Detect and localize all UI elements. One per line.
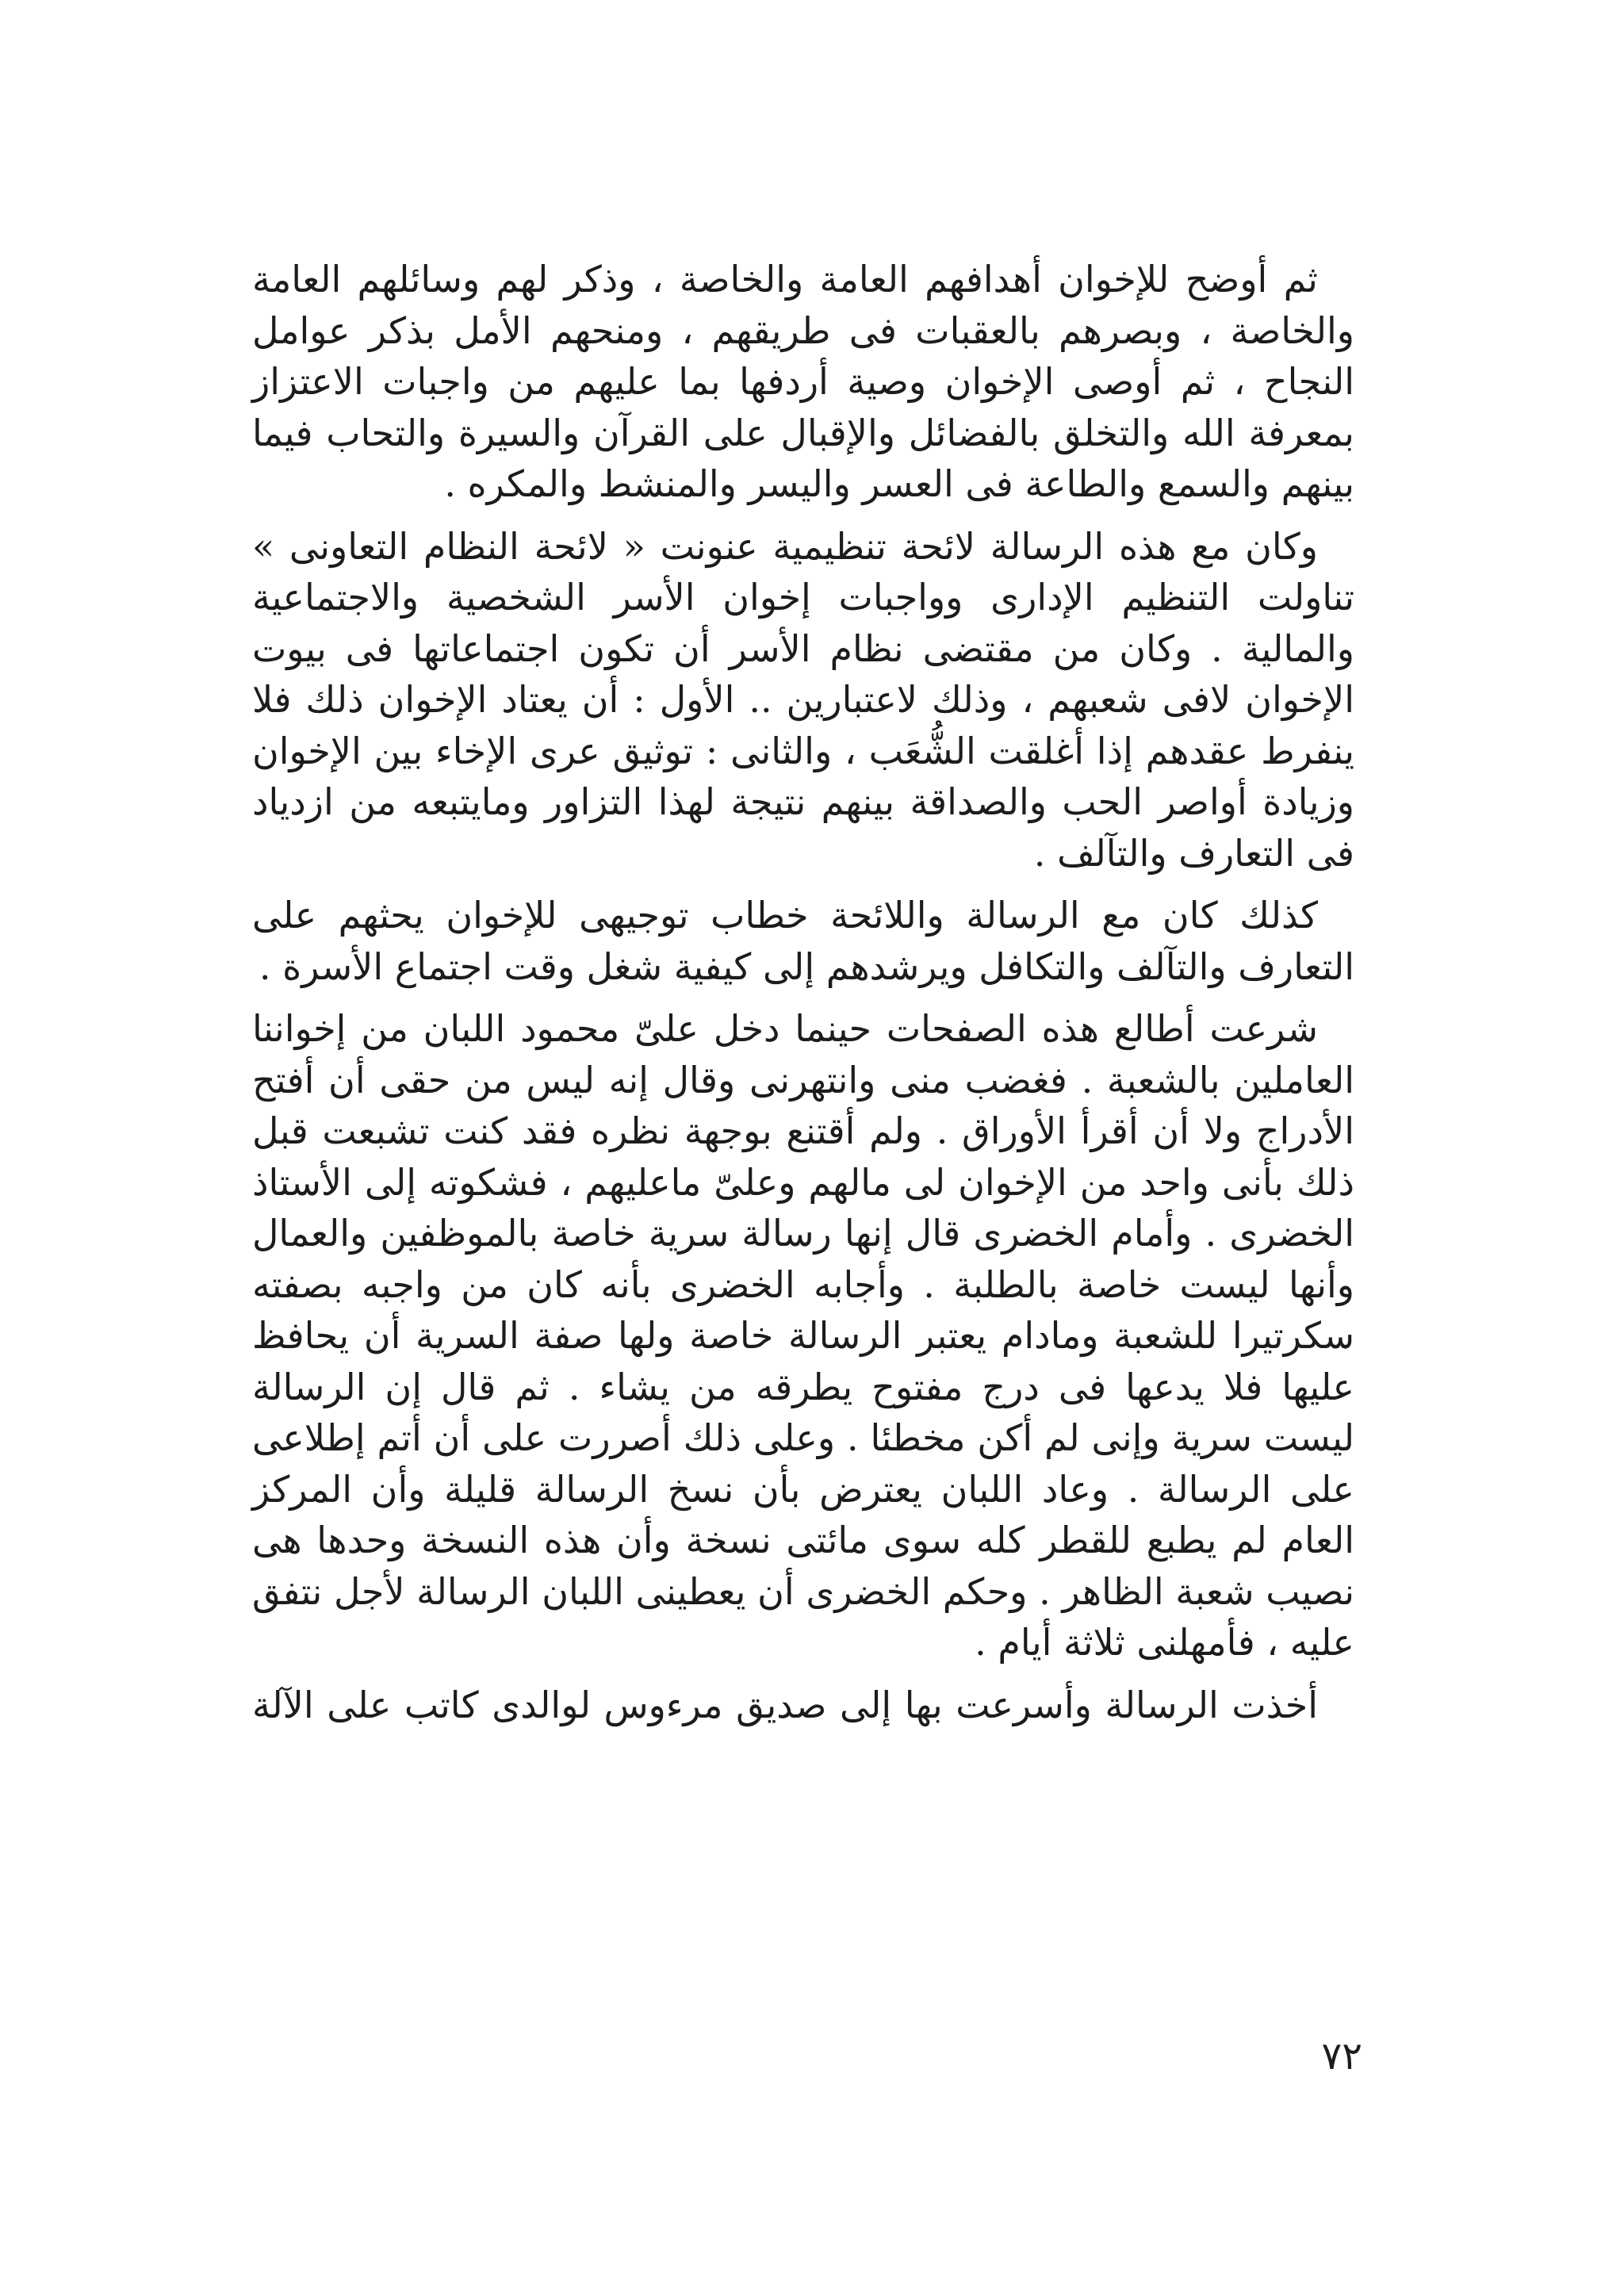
page-number: ٧٢: [1321, 2034, 1362, 2078]
paragraph-4: شرعت أطالع هذه الصفحات حينما دخل علىّ محمود اللبان من إخواننا العاملين بالشعبة . فغضب منى وانتهرنى وقال إنه ليس من حقى أن أفتح الأدراج ولا أن أقرأ الأوراق . ولم أقتنع بوجهة نظره فقد كنت تشبعت قبل ذلك بأنى واحد من الإخوان لى مالهم وعلىّ ماعليهم ، فشكوته إلى الأستاذ الخضرى . وأمام الخضرى قال إنها رسالة سرية خاصة بالموظفين والعمال وأنها ليست خاصة بالطلبة . وأجابه الخضرى بأنه كان من واجبه بصفته سكرتيرا للشعبة ومادام يعتبر الرسالة خاصة ولها صفة السرية أن يحافظ عليها فلا يدعها فى درج مفتوح يطرقه من يشاء . ثم قال إن الرسالة ليست سرية وإنى لم أكن مخطئا . وعلى ذلك أصررت على أن أتم إطلاعى على الرسالة . وعاد اللبان يعترض بأن نسخ الرسالة قليلة وأن المركز العام لم يطبع للقطر كله سوى مائتى نسخة وأن هذه النسخة وحدها هى نصيب شعبة الظاهر . وحكم الخضرى أن يعطينى اللبان الرسالة لأجل نتفق عليه ، فأمهلنى ثلاثة أيام .: [252, 1007, 1354, 1664]
paragraph-5: أخذت الرسالة وأسرعت بها إلى صديق مرءوس لوالدى كاتب على الآلة: [252, 1683, 1318, 1726]
body-text: [252, 254, 1354, 1741]
paragraph-3: كذلك كان مع الرسالة واللائحة خطاب توجيهى للإخوان يحثهم على التعارف والتآلف والتكافل ويرشدهم إلى كيفية شغل وقت اجتماع الأسرة .: [252, 894, 1354, 988]
paragraph-1: ثم أوضح للإخوان أهدافهم العامة والخاصة ، وذكر لهم وسائلهم العامة والخاصة ، وبصرهم بالعقبات فى طريقهم ، ومنحهم الأمل بذكر عوامل النجاح ، ثم أوصى الإخوان وصية أردفها بما عليهم من واجبات الاعتزاز بمعرفة الله والتخلق بالفضائل والإقبال على القرآن والسيرة والتحاب فيما بينهم والسمع والطاعة فى العسر واليسر والمنشط والمكره .: [252, 258, 1354, 505]
paragraph-2: وكان مع هذه الرسالة لائحة تنظيمية عنونت « لائحة النظام التعاونى » تناولت التنظيم الإدارى وواجبات إخوان الأسر الشخصية والاجتماعية والمالية . وكان من مقتضى نظام الأسر أن تكون اجتماعاتها فى بيوت الإخوان لافى شعبهم ، وذلك لاعتبارين .. الأول : أن يعتاد الإخوان ذلك فلا ينفرط عقدهم إذا أغلقت الشُّعَب ، والثانى : توثيق عرى الإخاء بين الإخوان وزيادة أواصر الحب والصداقة بينهم نتيجة لهذا التزاور ومايتبعه من ازدياد فى التعارف والتآلف .: [252, 524, 1354, 875]
